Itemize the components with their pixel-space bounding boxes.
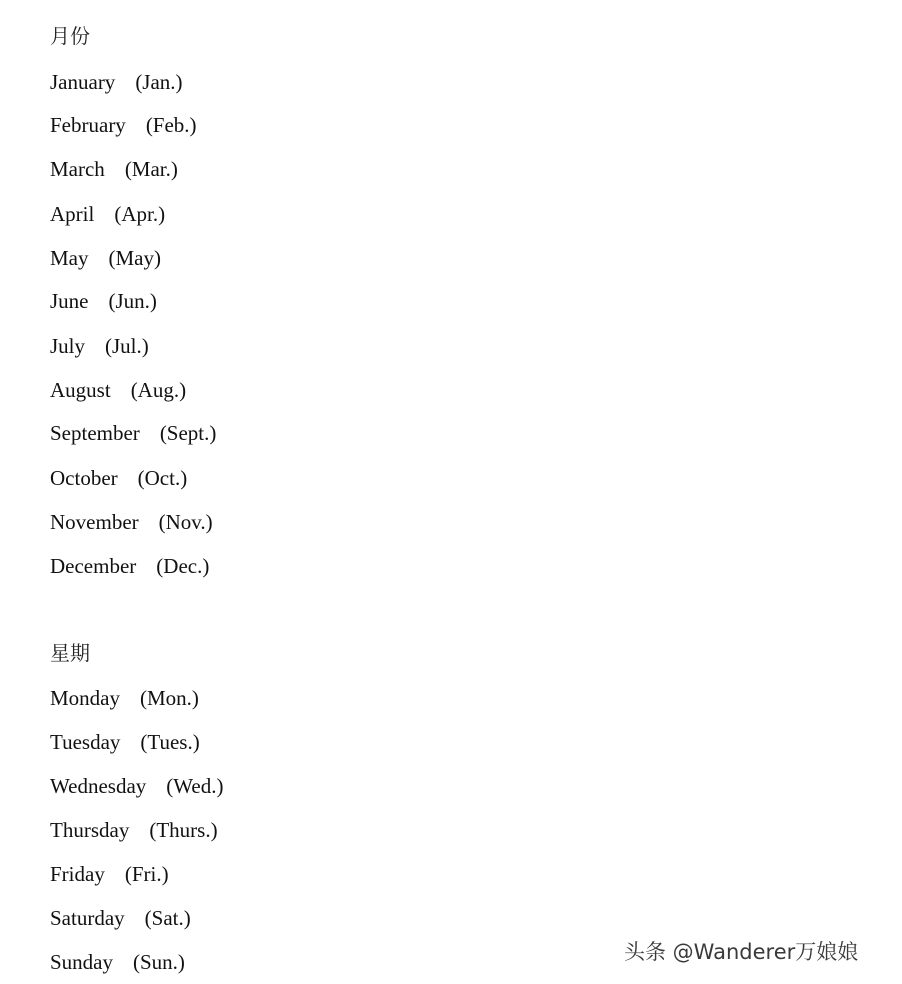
month-full-name: January bbox=[50, 70, 116, 94]
weekday-abbreviation: (Tues.) bbox=[140, 730, 200, 754]
month-full-name: December bbox=[50, 554, 137, 578]
month-full-name: November bbox=[50, 510, 139, 534]
month-row bbox=[50, 377, 186, 403]
month-abbreviation: (Dec.) bbox=[156, 554, 210, 578]
month-abbreviation: (Oct.) bbox=[137, 466, 188, 490]
weekday-full-name: Tuesday bbox=[50, 730, 121, 754]
weekday-abbreviation: (Sat.) bbox=[144, 906, 191, 930]
month-full-name: February bbox=[50, 113, 126, 137]
weekday-abbreviation: (Wed.) bbox=[166, 774, 224, 798]
weekday-full-name: Thursday bbox=[50, 818, 130, 842]
month-row bbox=[50, 333, 149, 359]
month-abbreviation: (Feb.) bbox=[145, 113, 197, 137]
weekday-abbreviation: (Sun.) bbox=[133, 950, 185, 974]
weekday-abbreviation: (Mon.) bbox=[140, 686, 199, 710]
weekday-row bbox=[50, 817, 218, 843]
month-full-name: August bbox=[50, 378, 111, 402]
month-row bbox=[50, 201, 165, 227]
weekday-row bbox=[50, 905, 191, 931]
month-row bbox=[50, 112, 197, 138]
weekday-full-name: Wednesday bbox=[50, 774, 147, 798]
weekday-full-name: Monday bbox=[50, 686, 120, 710]
month-abbreviation: (Sept.) bbox=[159, 421, 217, 445]
month-abbreviation: (Jun.) bbox=[108, 289, 157, 313]
month-full-name: September bbox=[50, 421, 140, 445]
month-row bbox=[50, 553, 209, 579]
weekday-full-name: Saturday bbox=[50, 906, 125, 930]
weekday-row bbox=[50, 773, 223, 799]
weekday-row bbox=[50, 949, 185, 975]
month-abbreviation: (Aug.) bbox=[130, 378, 187, 402]
month-row bbox=[50, 288, 157, 314]
month-full-name: June bbox=[50, 289, 89, 313]
month-abbreviation: (Jul.) bbox=[105, 334, 149, 358]
month-abbreviation: (Nov.) bbox=[158, 510, 213, 534]
month-abbreviation: (Mar.) bbox=[124, 157, 178, 181]
weekday-row bbox=[50, 685, 199, 711]
weekday-abbreviation: (Fri.) bbox=[124, 862, 169, 886]
month-full-name: March bbox=[50, 157, 105, 181]
month-row bbox=[50, 420, 216, 446]
month-row bbox=[50, 156, 178, 182]
weekday-full-name: Friday bbox=[50, 862, 105, 886]
month-row bbox=[50, 245, 161, 271]
weekday-full-name: Sunday bbox=[50, 950, 113, 974]
month-full-name: May bbox=[50, 246, 89, 270]
month-full-name: April bbox=[50, 202, 95, 226]
month-abbreviation: (May) bbox=[108, 246, 161, 270]
weekday-row bbox=[50, 729, 200, 755]
weekdays-heading: 星期 bbox=[50, 641, 90, 665]
weekday-row bbox=[50, 861, 169, 887]
month-abbreviation: (Apr.) bbox=[114, 202, 166, 226]
watermark: 头条 @Wanderer万娘娘 bbox=[624, 940, 859, 964]
month-full-name: October bbox=[50, 466, 118, 490]
months-heading: 月份 bbox=[50, 24, 90, 48]
month-abbreviation: (Jan.) bbox=[135, 70, 183, 94]
month-full-name: July bbox=[50, 334, 86, 358]
weekday-abbreviation: (Thurs.) bbox=[149, 818, 218, 842]
month-row bbox=[50, 69, 183, 95]
month-row bbox=[50, 465, 187, 491]
month-row bbox=[50, 509, 213, 535]
